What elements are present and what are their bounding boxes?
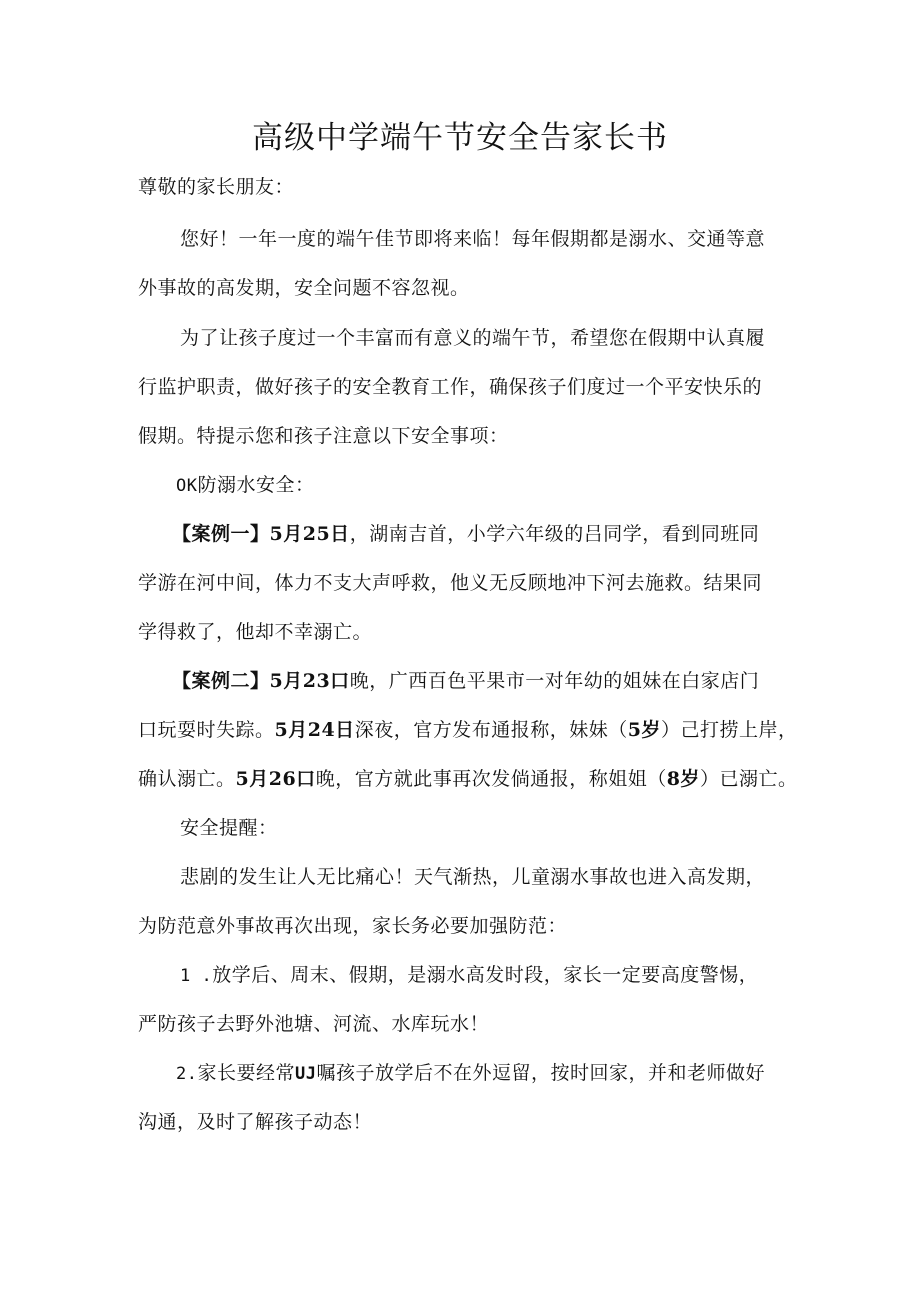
case-1-text: ，湖南吉首，小学六年级的吕同学，看到同班同: [349, 523, 760, 545]
list-item-1-line-2: 严防孩子去野外池塘、河流、水库玩水！: [138, 1013, 490, 1035]
list-item-1-line-1: [180, 959, 758, 991]
case-2-text: 晚，广西百色平果市一对年幼的姐妹在白家店门: [349, 670, 760, 692]
case-2-line-2-age: 5岁: [627, 719, 661, 741]
list-item-2-line-1: [176, 1057, 765, 1089]
case-2-line-3-age: 8岁: [666, 768, 700, 790]
case-2-line-3-part-a: 确认溺亡。: [138, 768, 236, 790]
section-heading-text: 防溺水安全：: [197, 474, 315, 496]
document-title: 高级中学端午节安全告家长书: [252, 120, 668, 156]
case-1-line-3: 学得救了，他却不幸溺亡。: [138, 621, 373, 643]
case-2-label: 【案例二】: [172, 670, 270, 692]
case-2-line-2: [138, 714, 797, 746]
paragraph-1-line-1: 您好！一年一度的端午佳节即将来临！每年假期都是溺水、交通等意: [180, 228, 766, 250]
paragraph-1-line-2: 外事故的高发期，安全问题不容忽视。: [138, 277, 470, 299]
list-item-2-code: UJ: [295, 1064, 317, 1084]
list-item-2-number: 2.: [176, 1064, 198, 1084]
case-2-line-3-part-c: ）已溺亡。: [699, 768, 798, 790]
case-2-line-2-part-b: 深夜，官方发布通报称，妹妹（: [354, 719, 628, 741]
reminder-heading: 安全提醒：: [180, 817, 278, 839]
salutation: 尊敬的家长朋友：: [138, 176, 295, 198]
paragraph-2-line-3: 假期。特提示您和孩子注意以下安全事项：: [138, 425, 509, 447]
list-item-1-text: 放学后、周末、假期，是溺水高发时段，家长一定要高度警惕，: [212, 964, 759, 986]
case-2-line-2-date: 5月24日: [274, 719, 355, 741]
paragraph-3-line-2: 为防范意外事故再次出现，家长务必要加强防范：: [138, 915, 568, 937]
case-1-date: 5月25日: [269, 523, 350, 545]
case-2-line-1: [172, 665, 759, 697]
paragraph-2-line-1: 为了让孩子度过一个丰富而有意义的端午节，希望您在假期中认真履: [180, 327, 766, 349]
list-item-2-line-2: 沟通，及时了解孩子动态！: [138, 1111, 373, 1133]
case-1-line-2: 学游在河中间，体力不支大声呼救，他义无反顾地冲下河去施救。结果同: [138, 572, 763, 594]
case-1-label: 【案例一】: [172, 523, 270, 545]
paragraph-3-line-1: 悲剧的发生让人无比痛心！天气渐热，儿童溺水事故也进入高发期，: [180, 866, 766, 888]
case-2-line-2-part-a: 口玩耍时失踪。: [138, 719, 275, 741]
case-2-line-2-part-c: ）己打捞上岸，: [660, 719, 798, 741]
case-2-line-3-part-b: 晚，官方就此事再次发倘通报，称姐姐（: [315, 768, 667, 790]
case-2-date: 5月23口: [269, 670, 350, 692]
section-heading-drowning: [176, 469, 315, 501]
list-item-1-number: 1 .: [180, 966, 213, 986]
list-item-2-text-b: 嘱孩子放学后不在外逗留，按时回家，并和老师做好: [316, 1062, 765, 1084]
section-heading-prefix: OK: [176, 476, 198, 496]
case-2-line-3-date: 5月26口: [235, 768, 316, 790]
list-item-2-text-a: 家长要经常: [197, 1062, 295, 1084]
case-1-line-1: [172, 518, 759, 550]
case-2-line-3: [138, 763, 797, 795]
paragraph-2-line-2: 行监护职责，做好孩子的安全教育工作，确保孩子们度过一个平安快乐的: [138, 376, 763, 398]
